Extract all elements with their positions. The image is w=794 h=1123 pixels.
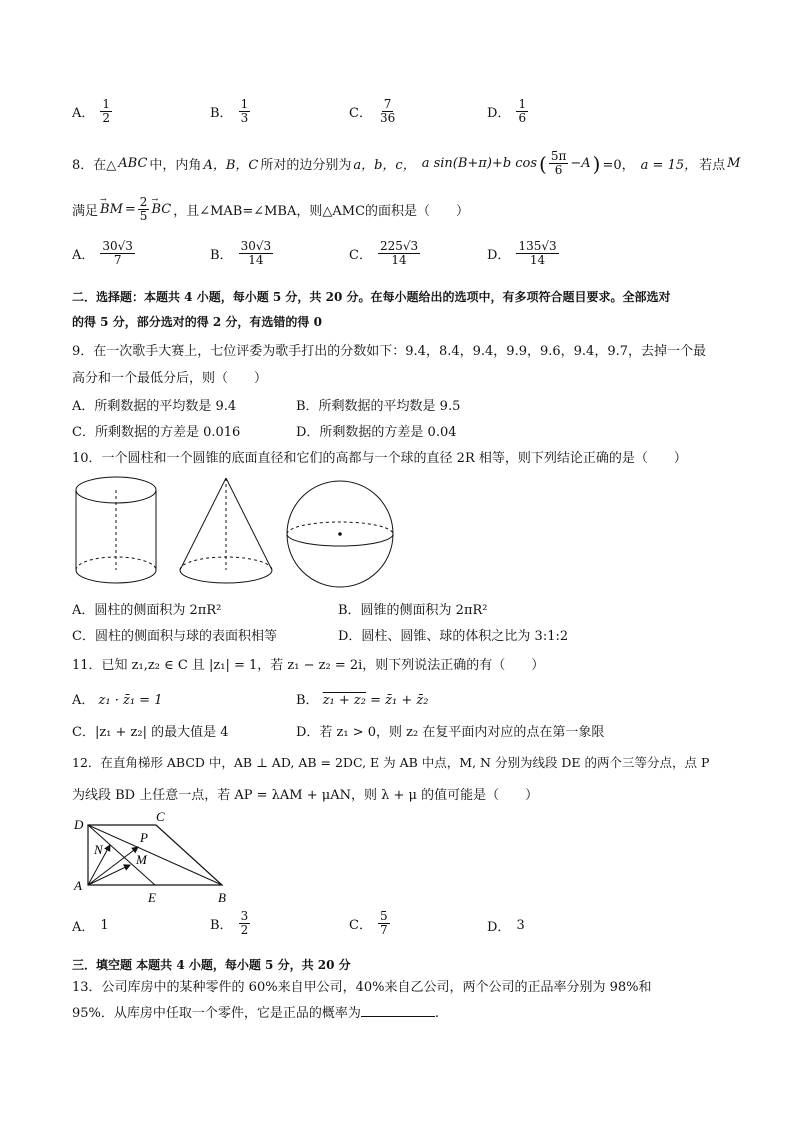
fraction bbox=[516, 98, 528, 125]
q8-point-m: M bbox=[727, 156, 741, 172]
vector-arrow-icon: → bbox=[100, 195, 107, 205]
q8-option-b bbox=[210, 240, 273, 267]
section2-heading-line1: 二．选择题：本题共 4 小题，每小题 5 分，共 20 分。在每小题给出的选项中，有多项符合题目要求。全部选对 bbox=[72, 290, 671, 304]
cylinder-bottom-front bbox=[76, 570, 156, 583]
q10-option-a: A．圆柱的侧面积为 2πR² bbox=[72, 603, 222, 618]
q10-option-b: B．圆锥的侧面积为 2πR² bbox=[338, 603, 488, 618]
denominator: 5 bbox=[139, 209, 148, 224]
vector-label: BC bbox=[151, 202, 172, 218]
q13-period: . bbox=[434, 1006, 440, 1021]
numerator: 7 bbox=[383, 97, 392, 111]
numerator: 30√3 bbox=[240, 239, 272, 253]
equals: = bbox=[124, 202, 136, 218]
q10-stem: 10．一个圆柱和一个圆锥的底面直径和它们的高都与一个球的直径 2R 相等，则下列结论正确的是（ ） bbox=[72, 451, 687, 466]
q8-stem-line1 bbox=[72, 150, 740, 177]
q11-option-d: D．若 z₁ > 0，则 z₂ 在复平面内对应的点在第一象限 bbox=[296, 725, 605, 740]
label-d: D bbox=[74, 817, 84, 832]
denominator: 7 bbox=[113, 253, 122, 268]
numerator: 1 bbox=[518, 97, 527, 111]
vector-bc bbox=[151, 195, 172, 218]
answer-blank[interactable] bbox=[361, 1004, 435, 1017]
paren-open: ( bbox=[539, 151, 547, 176]
fraction bbox=[378, 98, 397, 125]
q8-equation: a sin(B+π)+b cos bbox=[421, 156, 538, 172]
option-value: 3 bbox=[516, 918, 525, 933]
section3-heading: 三．填空题 本题共 4 小题，每小题 5 分，共 20 分 bbox=[72, 958, 351, 972]
q8-sides: a，b，c， bbox=[353, 158, 416, 174]
q9-option-c: C．所剩数据的方差是 0.016 bbox=[72, 425, 241, 440]
vector-arrow-icon: → bbox=[151, 195, 159, 205]
q8-option-a bbox=[72, 240, 135, 267]
q8-option-c bbox=[349, 240, 420, 267]
q12-stem-line1: 12．在直角梯形 ABCD 中，AB ⊥ AD, AB = 2DC, E 为 AB 中点，M, N 分别为线段 DE 的两个三等分点，点 P bbox=[72, 755, 710, 770]
option-value: 1 bbox=[100, 918, 109, 933]
numerator: 3 bbox=[240, 909, 249, 923]
denominator: 6 bbox=[518, 111, 527, 126]
q9-option-d: D．所剩数据的方差是 0.04 bbox=[296, 425, 457, 440]
option-label: D． bbox=[487, 920, 511, 935]
fraction bbox=[100, 240, 135, 267]
q8-stem-line2 bbox=[72, 196, 469, 223]
option-label: C． bbox=[349, 106, 372, 122]
vector-bm bbox=[100, 195, 123, 218]
numerator: 1 bbox=[240, 97, 249, 111]
option-label: C． bbox=[349, 918, 372, 934]
q12-option-d bbox=[487, 916, 525, 935]
q13-text: 95%．从库房中任取一个零件，它是正品的概率为 bbox=[72, 1006, 361, 1021]
paren-close: ) bbox=[592, 151, 601, 176]
numerator: 225√3 bbox=[379, 239, 419, 253]
label-c: C bbox=[156, 809, 165, 824]
q8-a-value: a = 15， bbox=[640, 158, 698, 174]
q13-stem-line1: 13．公司库房中的某种零件的 60%来自甲公司，40%来自乙公司，两个公司的正品率分别为 98%和 bbox=[72, 980, 652, 995]
option-label: C． bbox=[349, 248, 372, 264]
label-m: M bbox=[136, 852, 147, 867]
label-n: N bbox=[94, 842, 103, 857]
option-label: B． bbox=[210, 106, 233, 122]
q11-option-a bbox=[72, 689, 162, 708]
q8-text: 若点 bbox=[699, 158, 726, 174]
q12-option-b bbox=[210, 910, 250, 937]
option-label: A． bbox=[72, 693, 95, 708]
numerator: 1 bbox=[102, 97, 111, 111]
q9-option-a: A．所剩数据的平均数是 9.4 bbox=[72, 399, 237, 414]
fraction bbox=[239, 240, 274, 267]
numerator: 2 bbox=[139, 195, 148, 209]
fraction bbox=[239, 98, 251, 125]
q11-option-c: C．|z₁ + z₂| 的最大值是 4 bbox=[72, 725, 229, 740]
fraction bbox=[378, 910, 390, 937]
option-label: B． bbox=[296, 693, 319, 708]
fraction bbox=[516, 240, 558, 267]
q7-option-d bbox=[487, 98, 528, 125]
option-expression: z₁ · z̄₁ = 1 bbox=[98, 693, 163, 708]
q12-option-a bbox=[72, 916, 109, 935]
label-p: P bbox=[140, 830, 148, 845]
denominator: 36 bbox=[379, 111, 396, 126]
numerator: 135√3 bbox=[518, 239, 557, 253]
q12-stem-line2: 为线段 BD 上任意一点，若 AP = λAM + μAN，则 λ + μ 的值可能是（ ） bbox=[72, 788, 539, 803]
section2-heading-line2: 的得 5 分，部分选对的得 2 分，有选错的得 0 bbox=[72, 315, 322, 329]
cylinder-figure bbox=[70, 472, 162, 588]
fraction bbox=[239, 910, 251, 937]
q10-option-d: D．圆柱、圆锥、球的体积之比为 3:1:2 bbox=[338, 629, 569, 644]
label-a: A bbox=[74, 878, 82, 893]
q8-text: 中，内角 bbox=[149, 158, 202, 174]
option-label: B． bbox=[210, 918, 233, 934]
q8-text: ，且∠MAB=∠MBA，则△AMC的面积是（ ） bbox=[173, 204, 470, 220]
q13-stem-line2 bbox=[72, 1002, 439, 1021]
fraction bbox=[378, 240, 420, 267]
vector-label: BM bbox=[100, 202, 123, 218]
q12-option-c bbox=[349, 910, 390, 937]
fraction bbox=[100, 98, 112, 125]
fraction bbox=[138, 196, 150, 223]
q7-option-c bbox=[349, 98, 397, 125]
trapezoid-figure bbox=[70, 810, 240, 906]
option-expression: z₁ + z₂ bbox=[322, 693, 366, 708]
q11-option-b bbox=[296, 689, 428, 708]
q8-equation: −A bbox=[570, 156, 591, 172]
label-e: E bbox=[148, 890, 156, 905]
numerator: 30√3 bbox=[102, 239, 133, 253]
sphere-center-point bbox=[338, 532, 342, 536]
vector-am bbox=[88, 865, 130, 885]
q8-angles: A，B，C bbox=[203, 158, 259, 174]
fraction bbox=[549, 150, 569, 177]
denominator: 7 bbox=[379, 923, 388, 938]
cone-left-edge bbox=[180, 478, 226, 570]
option-label: A． bbox=[72, 248, 95, 264]
q11-stem: 11．已知 z₁,z₂ ∈ C 且 |z₁| = 1，若 z₁ − z₂ = 2i，则下列说法正确的有（ ） bbox=[72, 658, 545, 673]
option-label: D． bbox=[487, 248, 511, 264]
sphere-figure bbox=[284, 480, 396, 588]
option-label: D． bbox=[487, 106, 511, 122]
option-expression: = z̄₁ + z̄₂ bbox=[370, 693, 429, 708]
numerator: 5π bbox=[550, 149, 567, 163]
q8-text: 满足 bbox=[72, 204, 99, 220]
q8-text: 所对的边分别为 bbox=[260, 158, 352, 174]
denominator: 6 bbox=[554, 163, 563, 178]
q7-option-a bbox=[72, 98, 112, 125]
q8-triangle: ABC bbox=[118, 156, 148, 172]
q9-option-b: B．所剩数据的平均数是 9.5 bbox=[296, 399, 461, 414]
q7-option-b bbox=[210, 98, 250, 125]
q8-option-d bbox=[487, 240, 559, 267]
denominator: 3 bbox=[240, 111, 249, 126]
cone-base-front bbox=[180, 570, 272, 583]
denominator: 2 bbox=[102, 111, 111, 126]
q10-option-c: C．圆柱的侧面积与球的表面积相等 bbox=[72, 629, 277, 644]
segment-db bbox=[88, 825, 222, 885]
q8-equation: =0， bbox=[602, 158, 635, 174]
option-label: B． bbox=[210, 248, 233, 264]
denominator: 14 bbox=[248, 253, 264, 268]
label-b: B bbox=[218, 890, 226, 905]
q8-text: 8．在△ bbox=[72, 158, 117, 174]
denominator: 2 bbox=[240, 923, 249, 938]
numerator: 5 bbox=[379, 909, 388, 923]
q9-stem-line2: 高分和一个最低分后，则（ ） bbox=[72, 371, 268, 386]
option-label: A． bbox=[72, 920, 95, 935]
cone-figure bbox=[176, 472, 276, 588]
denominator: 14 bbox=[391, 253, 407, 268]
option-label: A． bbox=[72, 106, 95, 122]
cone-right-edge bbox=[226, 478, 272, 570]
denominator: 14 bbox=[529, 253, 546, 268]
q9-stem-line1: 9．在一次歌手大赛上，七位评委为歌手打出的分数如下：9.4，8.4，9.4，9.9，9.6，9.4，9.7，去掉一个最 bbox=[72, 344, 706, 359]
